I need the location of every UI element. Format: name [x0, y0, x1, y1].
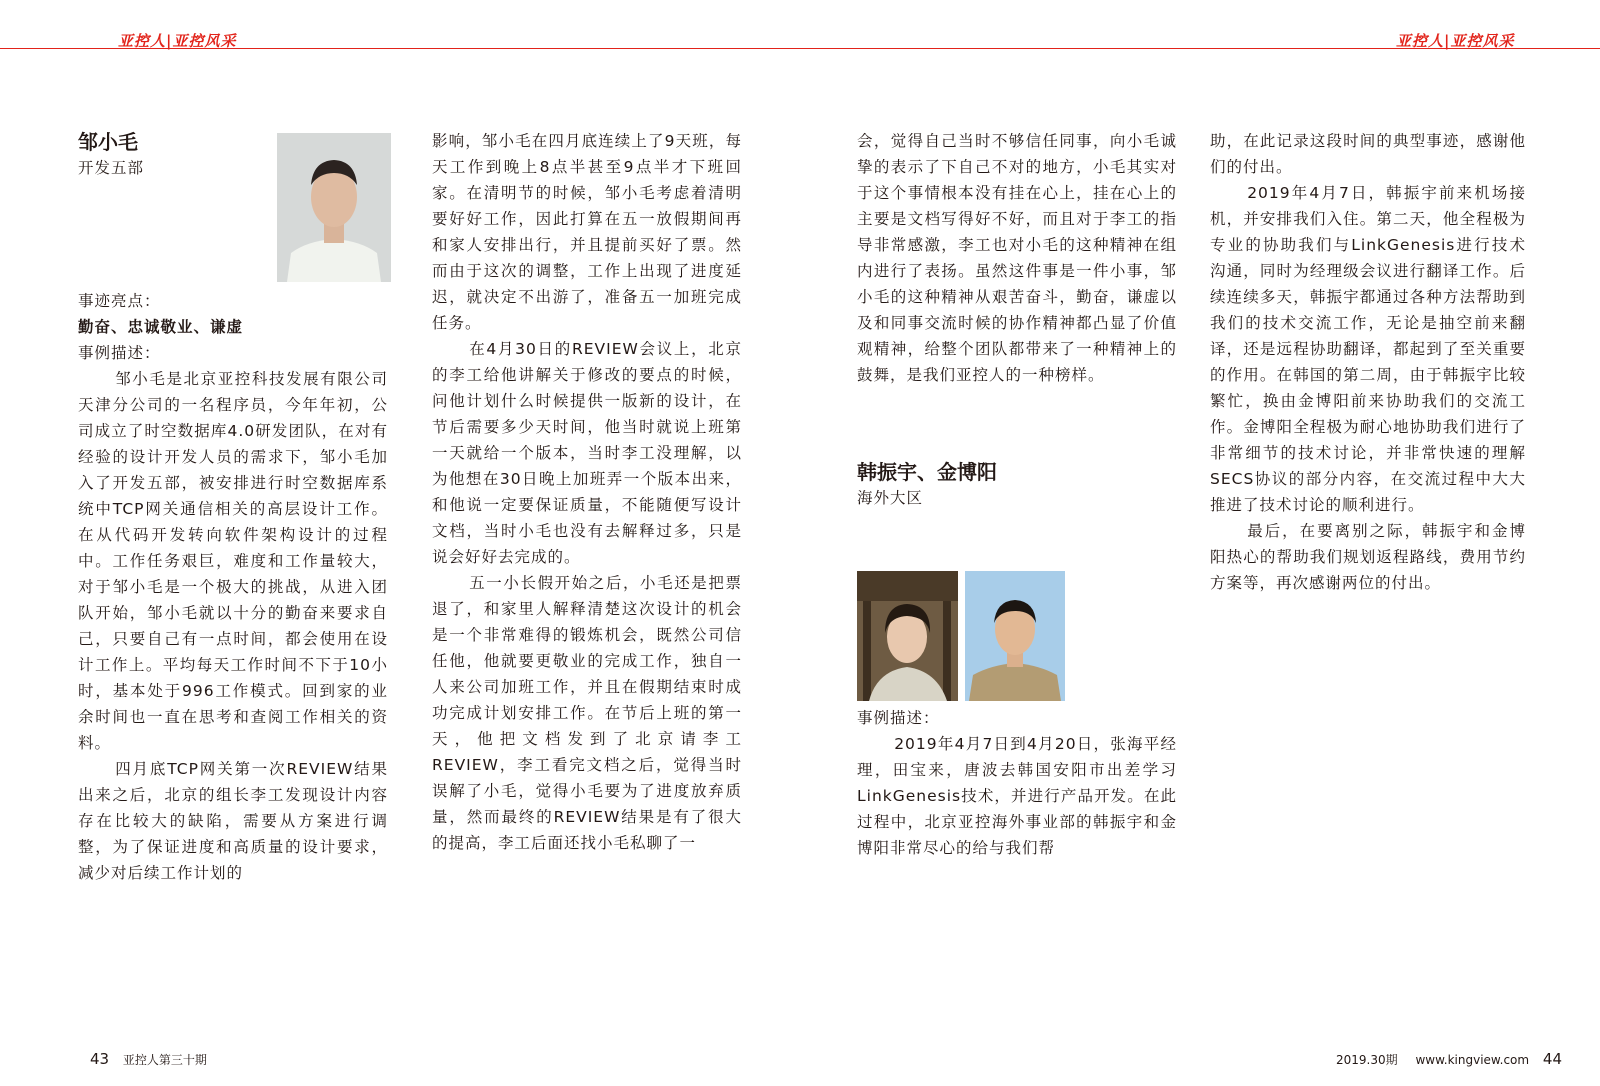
portrait-photo: [965, 571, 1065, 701]
paragraph: 2019年4月7日到4月20日，张海平经理，田宝来，唐波去韩国安阳市出差学习LinkGenesis技术，并进行产品开发。在此过程中，北京亚控海外事业部的韩振宇和金博阳非常尽心的给与我们帮: [857, 735, 1177, 857]
header-title-left: 亚控人|亚控风采: [118, 32, 237, 50]
portrait-photo: [857, 571, 958, 701]
footer-issue-title: 亚控人第三十期: [122, 1053, 207, 1067]
highlight-text: 勤奋、忠诚敬业、谦虚: [78, 318, 244, 336]
header-title-right: 亚控人|亚控风采: [1396, 32, 1515, 50]
column-2: [432, 128, 742, 856]
desc-label: 事例描述：: [857, 709, 940, 727]
column-3: [857, 128, 1177, 861]
paragraph: 四月底TCP网关第一次REVIEW结果出来之后，北京的组长李工发现设计内容存在比较大的缺陷，需要从方案进行调整，为了保证进度和高质量的设计要求，减少对后续工作计划的: [78, 760, 388, 882]
footer-right: [1336, 1050, 1562, 1068]
page-number: 43: [90, 1050, 110, 1068]
profile-name: 韩振宇、金博阳: [857, 460, 997, 484]
page-number: 44: [1542, 1050, 1563, 1068]
profile-dept: 开发五部: [78, 159, 145, 177]
paragraph: 2019年4月7日，韩振宇前来机场接机，并安排我们入住。第二天，他全程极为专业的协助我们与LinkGenesis进行技术沟通，同时为经理级会议进行翻译工作。后续连续多天，韩振宇都通过各种方法帮助到我们的技术交流工作，无论是抽空前来翻译，还是远程协助翻译，都起到了至关重要的作用。在韩国的第二周，由于韩振宇比较繁忙，换由金博阳前来协助我们的交流工作。金博阳全程极为耐心地协助我们进行了非常细节的技术讨论，并非常快速的理解SECS协议的部分内容，在交流过程中大大推进了技术讨论的顺利进行。: [1210, 184, 1526, 514]
paragraph: 五一小长假开始之后，小毛还是把票退了，和家里人解释清楚这次设计的机会是一个非常难得的锻炼机会，既然公司信任他，他就要更敬业的完成工作，独自一人来公司加班工作，并且在假期结束时成功完成计划安排工作。在节后上班的第一天，他把文档发到了北京请李工REVIEW，李工看完文档之后，觉得当时误解了小毛，觉得小毛要为了进度放弃质量，然而最终的REVIEW结果是有了很大的提高，李工后面还找小毛私聊了一: [432, 574, 742, 852]
highlight-label: 事迹亮点：: [78, 292, 161, 310]
paragraph: 在4月30日的REVIEW会议上，北京的李工给他讲解关于修改的要点的时候，问他计划什么时候提供一版新的设计，在节后需要多少天时间，他当时就说上班第一天就给一个版本，当时李工没理解，以为他想在30日晚上加班弄一个版本出来，和他说一定要保证质量，不能随便写设计文档，当时小毛也没有去解释过多，只是说会好好去完成的。: [432, 340, 742, 566]
paragraph: 最后，在要离别之际，韩振宇和金博阳热心的帮助我们规划返程路线，费用节约方案等，再次感谢两位的付出。: [1210, 522, 1526, 592]
portrait-photo: [277, 133, 391, 282]
footer-website: www.kingview.com: [1415, 1053, 1530, 1067]
column-4: [1210, 128, 1526, 596]
paragraph: 会，觉得自己当时不够信任同事，向小毛诚挚的表示了下自己不对的地方，小毛其实对于这个事情根本没有挂在心上，挂在心上的主要是文档写得好不好，而且对于李工的指导非常感激，李工也对小毛的这种精神在组内进行了表扬。虽然这件事是一件小事，邹小毛的这种精神从艰苦奋斗，勤奋，谦虚以及和同事交流时候的协作精神都凸显了价值观精神，给整个团队都带来了一种精神上的鼓舞，是我们亚控人的一种榜样。: [857, 132, 1177, 384]
desc-label: 事例描述：: [78, 344, 161, 362]
footer-issue: 2019.30期: [1336, 1053, 1398, 1067]
header-rule: [0, 48, 1600, 49]
profile-dept: 海外大区: [857, 489, 924, 507]
paragraph: 助，在此记录这段时间的典型事迹，感谢他们的付出。: [1210, 132, 1526, 176]
paragraph: 邹小毛是北京亚控科技发展有限公司天津分公司的一名程序员，今年年初，公司成立了时空数据库4.0研发团队，在对有经验的设计开发人员的需求下，邹小毛加入了开发五部，被安排进行时空数据库系统中TCP网关通信相关的高层设计工作。在从代码开发转向软件架构设计的过程中。工作任务艰巨，难度和工作量较大，对于邹小毛是一个极大的挑战，从进入团队开始，邹小毛就以十分的勤奋来要求自己，只要自己有一点时间，都会使用在设计工作上。平均每天工作时间不下于10小时，基本处于996工作模式。回到家的业余时间也一直在思考和查阅工作相关的资料。: [78, 370, 388, 752]
profile-name: 邹小毛: [78, 130, 138, 154]
footer-left: [90, 1050, 207, 1068]
paragraph: 影响，邹小毛在四月底连续上了9天班，每天工作到晚上8点半甚至9点半才下班回家。在清明节的时候，邹小毛考虑着清明要好好工作，因此打算在五一放假期间再和家人安排出行，并且提前买好了票。然而由于这次的调整，工作上出现了进度延迟，就决定不出游了，准备五一加班完成任务。: [432, 132, 742, 332]
